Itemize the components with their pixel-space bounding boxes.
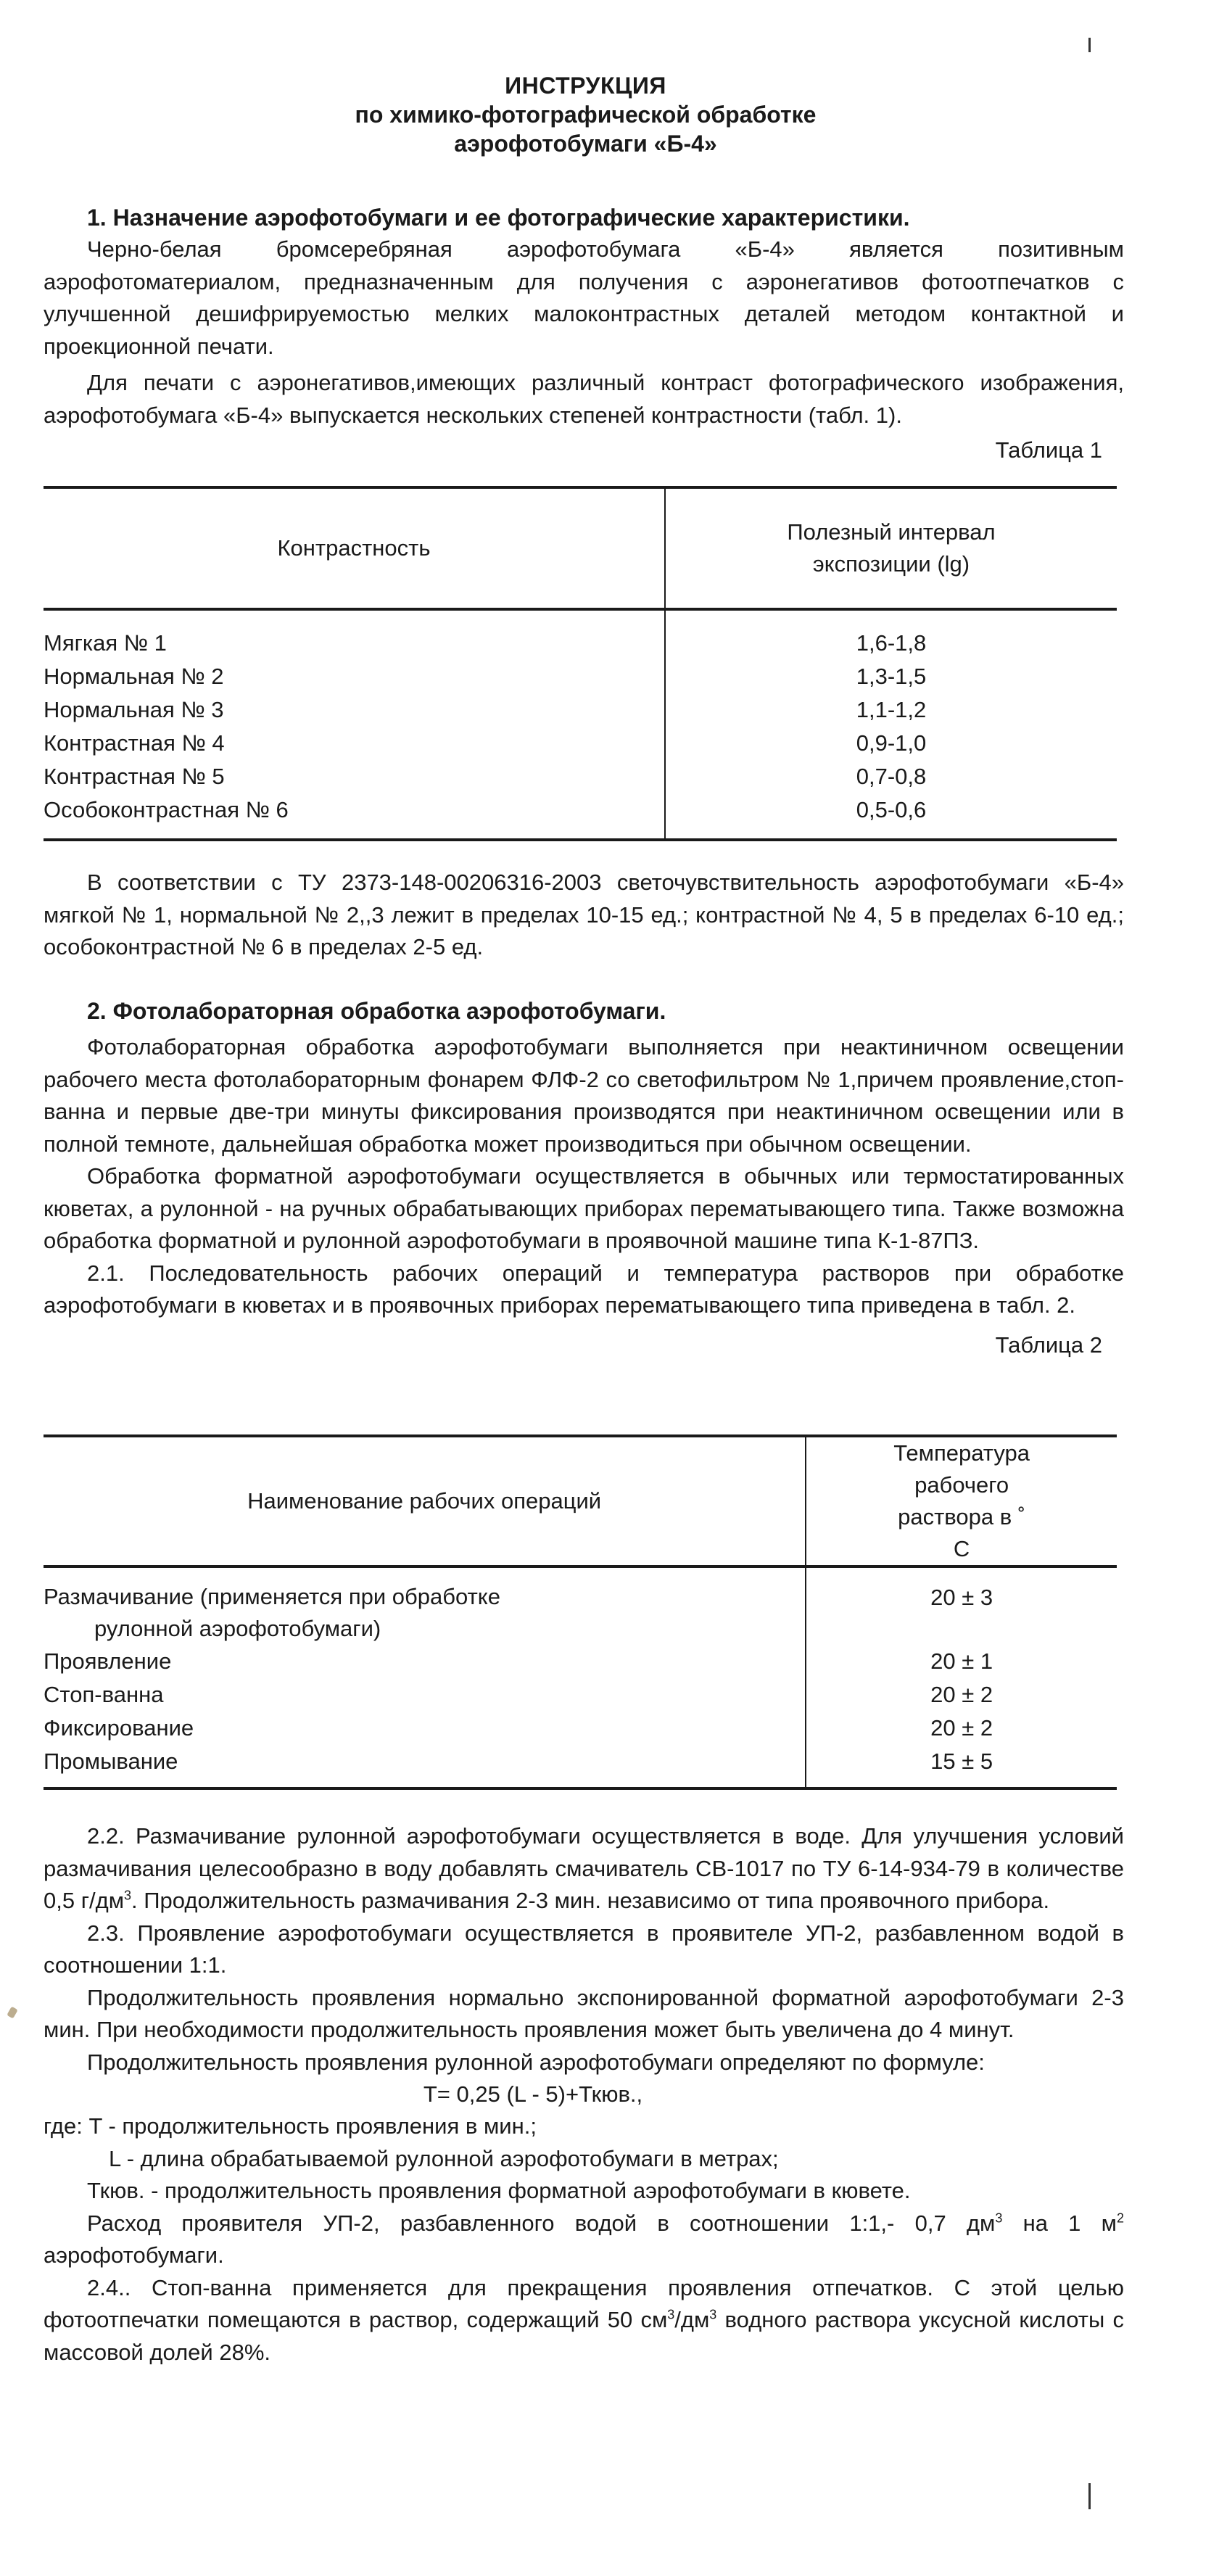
section-1	[44, 202, 1124, 466]
section-1-continued	[44, 867, 1124, 964]
formula-where-Tkuv: Ткюв. - продолжительность проявления форматной аэрофотобумаги в кювете.	[87, 2178, 911, 2203]
table-row: Размачивание (применяется при обработке рулонной аэрофотобумаги) 20 ± 3	[44, 1581, 1117, 1645]
table-row: Стоп-ванна 20 ± 2	[44, 1678, 1117, 1712]
table-2-header-operation: Наименование рабочих операций	[44, 1436, 806, 1566]
section-1-heading: 1. Назначение аэрофотобумаги и ее фотографические характеристики.	[87, 205, 910, 231]
table-row: Промывание 15 ± 5	[44, 1745, 1117, 1778]
section-2-continued	[44, 1820, 1124, 2369]
document-subtitle-line1: по химико-фотографической обработке	[355, 102, 817, 128]
section-1-para-1: Черно-белая бромсеребряная аэрофотобумага «Б-4» является позитивным аэрофотоматериалом, предназначенным для получения с аэронегативов фотоотпечатков с улучшенной дешифрируемостью мелких малоконтрастных деталей методом контактной и проекционной печати.	[44, 236, 1124, 359]
section-2-heading: 2. Фотолабораторная обработка аэрофотобумаги.	[87, 998, 666, 1024]
section-1-para-3: В соответствии с ТУ 2373-148-00206316-2003 светочувствительность аэрофотобумаги «Б-4» мягкой № 1, нормальной № 2,,3 лежит в пределах 10-15 ед.; контрастной № 4, 5 в пределах 6-10 ед.; особоконтрастной № 6 в пределах 2-5 ед.	[44, 870, 1124, 959]
table-row: Фиксирование 20 ± 2	[44, 1712, 1117, 1745]
table-row: Особоконтрастная № 6 0,5-0,6	[44, 793, 1117, 827]
document-title: ИНСТРУКЦИЯ	[505, 73, 666, 99]
table-2-header-temperature: Температура рабочего раствора в ˚ С	[893, 1440, 1030, 1561]
table-1-caption: Таблица 1	[995, 437, 1102, 463]
section-2-para-1: Фотолабораторная обработка аэрофотобумаги выполняется при неактиничном освещении рабочего места фотолабораторным фонарем ФЛФ-2 со светофильтром № 1,причем проявление,стоп-ванна и первые две-три минуты фиксирования производятся при неактиничном освещении или в полной темноте, дальнейшая обработка может производиться при обычном освещении.	[44, 1034, 1124, 1157]
table-row: Проявление 20 ± 1	[44, 1645, 1117, 1678]
development-formula: T= 0,25 (L - 5)+Ткюв.,	[423, 2081, 643, 2107]
table-2-caption: Таблица 2	[995, 1332, 1102, 1358]
section-2-1-para: 2.1. Последовательность рабочих операций и температура растворов при обработке аэрофотобумаги в кюветах и в проявочных приборах перематывающего типа приведена в табл. 2.	[44, 1260, 1124, 1318]
formula-where-T: где: T - продолжительность проявления в мин.;	[44, 2113, 537, 2139]
section-2-para-2: Обработка форматной аэрофотобумаги осуществляется в обычных или термостатированных кюветах, а рулонной - на ручных обрабатывающих приборах перематывающего типа. Также возможна обработка форматной и рулонной аэрофотобумаги в проявочной машине типа К-1-87ПЗ.	[44, 1163, 1124, 1253]
section-2-3-para: 2.3. Проявление аэрофотобумаги осуществляется в проявителе УП-2, разбавленном водой в соотношении 1:1.	[44, 1920, 1124, 1978]
table-row: Контрастная № 5 0,7-0,8	[44, 760, 1117, 793]
section-1-para-2: Для печати с аэронегативов,имеющих различный контраст фотографического изображения, аэрофотобумага «Б-4» выпускается нескольких степеней контрастности (табл. 1).	[44, 370, 1124, 428]
scan-artifact-mark	[1088, 2483, 1091, 2509]
table-2	[44, 1434, 1117, 1790]
document-title-block	[44, 71, 1128, 158]
section-2-4-para: 2.4.. Стоп-ванна применяется для прекращения проявления отпечатков. С этой целью фотоотпечатки помещаются в раствор, содержащий 50 $см^3/дм^3$ водного раствора уксусной кислоты с массовой долей 28%.	[44, 2274, 1124, 2365]
table-1	[44, 486, 1117, 841]
development-time-format-para: Продолжительность проявления нормально экспонированной форматной аэрофотобумаги 2-3 мин. При необходимости продолжительность проявления может быть увеличена до 4 минут.	[44, 1984, 1124, 2042]
table-row: Мягкая № 1 1,6-1,8	[44, 627, 1117, 660]
development-time-roll-para: Продолжительность проявления рулонной аэрофотобумаги определяют по формуле:	[87, 2049, 985, 2075]
developer-consumption-para: Расход проявителя УП-2, разбавленного водой в соотношении 1:1,- 0,7 $дм^3$ на 1 $м^2$ аэрофотобумаги.	[44, 2210, 1124, 2268]
table-row: Нормальная № 2 1,3-1,5	[44, 660, 1117, 693]
scan-artifact-mark	[1088, 38, 1091, 52]
table-1-header-exposure: Полезный интервал экспозиции (lg)	[787, 519, 996, 577]
section-2	[44, 995, 1124, 1361]
scan-artifact-smudge	[7, 2006, 18, 2018]
table-row: Контрастная № 4 0,9-1,0	[44, 727, 1117, 760]
section-2-2-para: 2.2. Размачивание рулонной аэрофотобумаги осуществляется в воде. Для улучшения условий размачивания целесообразно в воду добавлять смачиватель СВ-1017 по ТУ 6-14-934-79 в количестве 0,5 $г/дм^3$. Продолжительность размачивания 2-3 мин. независимо от типа проявочного прибора.	[44, 1823, 1124, 1913]
table-row: Нормальная № 3 1,1-1,2	[44, 693, 1117, 727]
table-1-header-contrast: Контрастность	[44, 487, 665, 609]
document-subtitle-line2: аэрофотобумаги «Б-4»	[454, 131, 717, 157]
formula-where-L: L - длина обрабатываемой рулонной аэрофотобумаги в метрах;	[109, 2145, 779, 2171]
